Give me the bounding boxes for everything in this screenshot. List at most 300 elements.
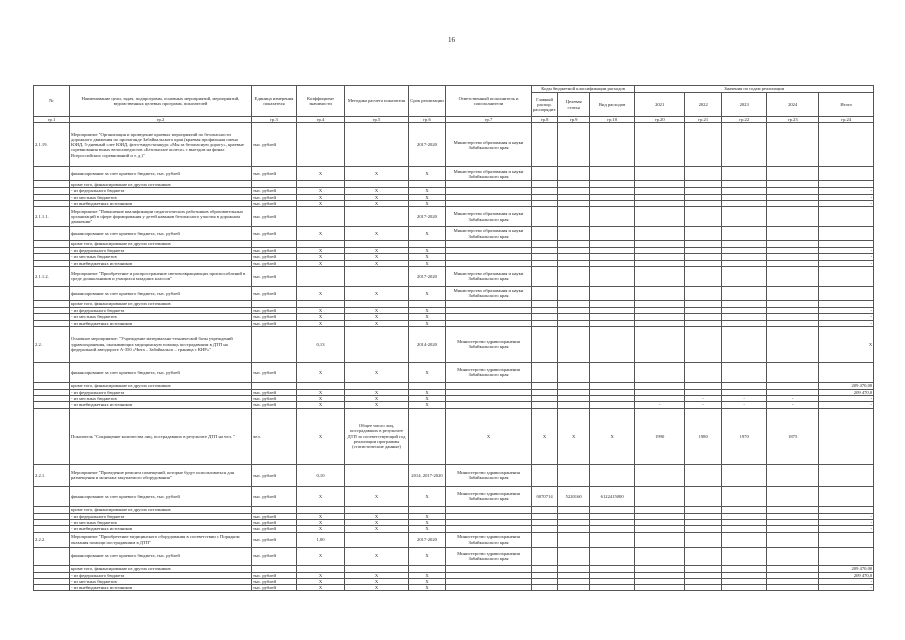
cell-cs [558,585,590,591]
cell-2024: - [767,396,819,402]
cell-coef: X [297,547,345,565]
cell-2022 [685,123,722,167]
colnum: гр.23 [767,117,819,123]
cell-term: X [409,314,446,320]
cell-num: 2.2. [34,326,70,362]
cell-2021: - [635,402,685,408]
cell-total: - [819,248,874,254]
table-row [34,326,874,362]
colnum: гр.22 [722,117,767,123]
header-2024: 2024 [767,93,819,117]
cell-resp: Министерство здравоохранения Забайкальского края [446,532,532,547]
cell-coef [297,181,345,188]
cell-2024 [767,123,819,167]
cell-2024 [767,547,819,565]
header-resp: Ответственный исполнитель и соисполнители [446,86,532,117]
cell-resp [446,300,532,307]
table-row [34,532,874,547]
cell-method: X [345,547,409,565]
cell-term: X [409,286,446,300]
cell-resp [446,585,532,591]
cell-coef: X [297,362,345,382]
cell-gl [532,362,558,382]
cell-term: X [409,362,446,382]
cell-2021 [635,286,685,300]
cell-num [34,227,70,241]
cell-cs [558,362,590,382]
cell-term: X [409,513,446,519]
cell-term: 2017-2020 [409,532,446,547]
cell-num [34,486,70,506]
cell-method: X [345,389,409,395]
cell-2024 [767,382,819,389]
cell-total [819,207,874,227]
cell-term: X [409,547,446,565]
cell-cs [558,123,590,167]
cell-name: Показатель "Сокращение количества лиц, пострадавших в результате ДТП на чел. " [70,408,252,464]
cell-total: - [819,188,874,194]
cell-total: - [819,314,874,320]
table-row [34,464,874,486]
cell-vr: X [590,408,635,464]
cell-unit: тыс. рублей [252,260,297,266]
cell-name: финансирование за счет краевого бюджета, тыс. рублей [70,167,252,181]
cell-cs: X [558,408,590,464]
cell-gl [532,227,558,241]
cell-2021 [635,382,685,389]
cell-term: 2014, 2017-2020 [409,464,446,486]
header-gl: Главный распор. распорядит. [532,93,558,117]
cell-unit: тыс. рублей [252,532,297,547]
cell-unit [252,241,297,248]
cell-2023: 1970 [722,408,767,464]
table-row [34,565,874,572]
cell-2021 [635,362,685,382]
cell-2022 [685,486,722,506]
cell-method: X [345,320,409,326]
header-method: Методика расчета показателя [345,86,409,117]
cell-term: X [409,585,446,591]
table-row [34,382,874,389]
cell-gl [532,565,558,572]
header-2022: 2022 [685,93,722,117]
table-row [34,266,874,286]
table-row [34,241,874,248]
cell-term: X [409,578,446,584]
cell-total [819,266,874,286]
cell-coef [297,241,345,248]
cell-resp: Министерство здравоохранения Забайкальского края [446,326,532,362]
cell-unit: тыс. рублей [252,307,297,313]
cell-resp: Министерство образования и науки Забайкальского края [446,286,532,300]
cell-coef: X [297,307,345,313]
cell-vr [590,167,635,181]
cell-gl [532,241,558,248]
cell-gl [532,266,558,286]
header-coef: Коэффициент значимости [297,86,345,117]
cell-unit: тыс. рублей [252,314,297,320]
cell-2021 [635,326,685,362]
cell-2023 [722,565,767,572]
cell-coef: X [297,585,345,591]
cell-name: кроме того, финансирование из других источников [70,241,252,248]
cell-term [409,300,446,307]
cell-2023 [722,532,767,547]
cell-cs [558,464,590,486]
cell-method [345,464,409,486]
cell-unit: тыс. рублей [252,389,297,395]
cell-coef: X [297,486,345,506]
cell-term: X [409,402,446,408]
cell-2023 [722,241,767,248]
cell-term [409,241,446,248]
cell-term [409,565,446,572]
cell-2024 [767,207,819,227]
cell-method [345,266,409,286]
cell-num [34,362,70,382]
cell-coef [297,300,345,307]
cell-method: X [345,307,409,313]
cell-unit: тыс. рублей [252,464,297,486]
cell-coef: X [297,513,345,519]
cell-method: X [345,572,409,578]
cell-2022 [685,532,722,547]
cell-term [409,408,446,464]
colnum: гр.21 [685,117,722,123]
cell-2023 [722,486,767,506]
table-row [34,506,874,513]
cell-coef: 0,13 [297,326,345,362]
cell-2023 [722,181,767,188]
table-row [34,408,874,464]
cell-total [819,362,874,382]
colnum: гр.4 [297,117,345,123]
cell-gl [532,207,558,227]
cell-2024 [767,506,819,513]
cell-total [819,532,874,547]
cell-cs [558,167,590,181]
cell-total: - [819,396,874,402]
cell-method: Общее число лиц, пострадавших в результате ДТП за соответствующий год реализации программы (статистические данные) [345,408,409,464]
cell-vr [590,532,635,547]
cell-term: X [409,188,446,194]
cell-term: X [409,389,446,395]
cell-2023 [722,123,767,167]
cell-cs [558,565,590,572]
cell-total: - [819,307,874,313]
cell-vr [590,123,635,167]
cell-method: X [345,402,409,408]
cell-num [34,565,70,572]
cell-cs [558,181,590,188]
cell-term: X [409,519,446,525]
colnum: гр.6 [409,117,446,123]
cell-resp: Министерство здравоохранения Забайкальского края [446,547,532,565]
cell-coef: X [297,260,345,266]
cell-method [345,181,409,188]
cell-unit [252,565,297,572]
program-table [33,85,874,591]
cell-vr [590,181,635,188]
cell-2021 [635,227,685,241]
cell-term: X [409,572,446,578]
cell-vr [590,565,635,572]
cell-method [345,532,409,547]
cell-vr [590,326,635,362]
cell-num: 2.1.1.1. [34,207,70,227]
colnum: гр.3 [252,117,297,123]
cell-coef: X [297,200,345,206]
cell-num [34,585,70,591]
header-unit: Единица измерения показателя [252,86,297,117]
cell-2022 [685,382,722,389]
table-row [34,300,874,307]
cell-2023 [722,300,767,307]
cell-2023 [722,362,767,382]
cell-resp: Министерство здравоохранения Забайкальского края [446,486,532,506]
cell-cs [558,326,590,362]
cell-2024 [767,532,819,547]
cell-2024 [767,486,819,506]
cell-method [345,506,409,513]
cell-2024: 1875 [767,408,819,464]
cell-2022 [685,547,722,565]
cell-name: - из внебюджетных источников [70,402,252,408]
cell-resp: Министерство образования и науки Забайкальского края [446,207,532,227]
cell-name: - из федерального бюджета [70,307,252,313]
cell-name: - из внебюджетных источников [70,320,252,326]
cell-2023: - [722,402,767,408]
cell-2024 [767,300,819,307]
cell-total: - [819,194,874,200]
cell-method [345,300,409,307]
cell-method [345,123,409,167]
cell-name: - из местных бюджетов [70,194,252,200]
cell-unit: тыс. рублей [252,320,297,326]
cell-resp [446,565,532,572]
cell-unit: чел. [252,408,297,464]
cell-name: - из местных бюджетов [70,396,252,402]
cell-term: X [409,167,446,181]
header-2021: 2021 [635,93,685,117]
header-values-group: Значения по годам реализации [635,86,874,93]
cell-total [819,167,874,181]
cell-total: - [819,519,874,525]
cell-unit: тыс. рублей [252,362,297,382]
cell-cs: 5220160 [558,486,590,506]
cell-2023 [722,382,767,389]
cell-vr [590,506,635,513]
cell-total: 209 470,00 [819,565,874,572]
cell-name: Мероприятие "Приобретение и распространение световозвращающих приспособлений в среде дошкольников и учащихся младших классов" [70,266,252,286]
cell-name: - из внебюджетных источников [70,585,252,591]
cell-2021: 1990 [635,408,685,464]
page-number: 16 [448,36,455,44]
cell-total: - [819,260,874,266]
cell-name: - из федерального бюджета [70,188,252,194]
cell-unit: тыс. рублей [252,578,297,584]
cell-cs [558,227,590,241]
cell-name: финансирование за счет краевого бюджета, тыс. рублей [70,227,252,241]
cell-coef: X [297,408,345,464]
cell-vr [590,266,635,286]
cell-method [345,241,409,248]
cell-total [819,547,874,565]
cell-2021 [635,464,685,486]
cell-total: - [819,526,874,532]
table-row [34,123,874,167]
cell-term [409,506,446,513]
cell-coef: X [297,572,345,578]
cell-2022 [685,464,722,486]
cell-method [345,326,409,362]
colnum: гр.8 [532,117,558,123]
cell-gl [532,532,558,547]
cell-2022: - [685,402,722,408]
cell-2023 [722,326,767,362]
cell-name: - из внебюджетных источников [70,200,252,206]
cell-term: 2017-2020 [409,207,446,227]
header-term: Срок реализации [409,86,446,117]
cell-2022 [685,362,722,382]
cell-2024 [767,167,819,181]
cell-term: X [409,254,446,260]
cell-gl: X [532,408,558,464]
cell-method: X [345,227,409,241]
cell-name: Мероприятие "Организация и проведение краевых мероприятий по безопасности дорожного движения по пропаганде Забайкальского края (краевая профильная смена ЮИД, 5-дневный слет ЮИД, фото-видео-конкурс «Мы за безопасную дорогу», краевые соревнования юных велосипедистов «Безопасное колесо» с выездом на финал Всероссийских соревнований и т. д.)" [70,123,252,167]
cell-num [34,181,70,188]
cell-2024 [767,181,819,188]
cell-cs [558,300,590,307]
cell-num: 2.2.1. [34,464,70,486]
table-row [34,167,874,181]
cell-resp [446,181,532,188]
cell-name: Основное мероприятие: "Учреждение материально-технической базы учреждений здравоохранения, оказывающих медицинскую помощь пострадавшим в ДТП на федеральной автодороге А-350 «Чита – Забайкальск – граница с КНР»" [70,326,252,362]
cell-term [409,382,446,389]
cell-2021 [635,181,685,188]
cell-method [345,207,409,227]
cell-cs [558,266,590,286]
cell-num [34,382,70,389]
cell-unit [252,382,297,389]
cell-coef [297,382,345,389]
cell-total [819,464,874,486]
cell-unit: тыс. рублей [252,266,297,286]
cell-num: 2.1.1.2. [34,266,70,286]
table-row [34,362,874,382]
cell-gl [532,286,558,300]
cell-num [34,408,70,464]
cell-method: X [345,578,409,584]
cell-vr [590,464,635,486]
cell-unit: тыс. рублей [252,519,297,525]
cell-unit: тыс. рублей [252,486,297,506]
cell-method [345,565,409,572]
cell-term [409,181,446,188]
cell-2021 [635,565,685,572]
cell-total: - [819,254,874,260]
cell-num: 2.1.19. [34,123,70,167]
cell-gl [532,123,558,167]
cell-total: - [819,200,874,206]
header-total: Итого [819,93,874,117]
cell-2022 [685,227,722,241]
header-budget-group: Коды бюджетной классификации расходов [532,86,635,93]
cell-unit: тыс. рублей [252,513,297,519]
table-row [34,286,874,300]
cell-unit: тыс. рублей [252,572,297,578]
cell-2022 [685,266,722,286]
cell-method: X [345,519,409,525]
cell-name: финансирование за счет краевого бюджета, тыс. рублей [70,547,252,565]
cell-total [819,300,874,307]
cell-coef [297,266,345,286]
cell-coef [297,123,345,167]
cell-2023 [722,266,767,286]
cell-method: X [345,254,409,260]
cell-method: X [345,248,409,254]
cell-2022 [685,207,722,227]
cell-resp [446,382,532,389]
cell-resp: Министерство образования и науки Забайкальского края [446,123,532,167]
cell-cs [558,532,590,547]
cell-name: финансирование за счет краевого бюджета, тыс. рублей [70,362,252,382]
cell-2023 [722,227,767,241]
cell-term: 2017-2020 [409,123,446,167]
table-row [34,227,874,241]
cell-name: финансирование за счет краевого бюджета, тыс. рублей [70,486,252,506]
cell-cs [558,547,590,565]
cell-vr [590,207,635,227]
cell-2021 [635,123,685,167]
cell-name: - из внебюджетных источников [70,260,252,266]
cell-cs [558,241,590,248]
cell-coef: X [297,227,345,241]
cell-unit: тыс. рублей [252,200,297,206]
cell-total [819,227,874,241]
cell-unit: тыс. рублей [252,207,297,227]
cell-total: 209 470,00 [819,382,874,389]
cell-vr [590,286,635,300]
cell-name: - из федерального бюджета [70,513,252,519]
cell-term: X [409,248,446,254]
cell-unit: тыс. рублей [252,254,297,260]
cell-method: X [345,314,409,320]
cell-2022: - [685,396,722,402]
cell-2023 [722,167,767,181]
cell-resp: Министерство здравоохранения Забайкальского края [446,464,532,486]
cell-name: кроме того, финансирование из других источников [70,382,252,389]
cell-total: X [819,326,874,362]
cell-2024 [767,227,819,241]
cell-resp: X [446,408,532,464]
cell-unit: тыс. рублей [252,396,297,402]
header-vr: Вид расходов [590,93,635,117]
cell-term: X [409,200,446,206]
cell-2022 [685,585,722,591]
cell-gl [532,181,558,188]
cell-coef: X [297,578,345,584]
cell-unit [252,506,297,513]
cell-unit: тыс. рублей [252,402,297,408]
cell-method: X [345,194,409,200]
colnum: гр.24 [819,117,874,123]
cell-2021 [635,585,685,591]
cell-num [34,167,70,181]
cell-2021 [635,532,685,547]
cell-2022 [685,167,722,181]
cell-unit [252,181,297,188]
